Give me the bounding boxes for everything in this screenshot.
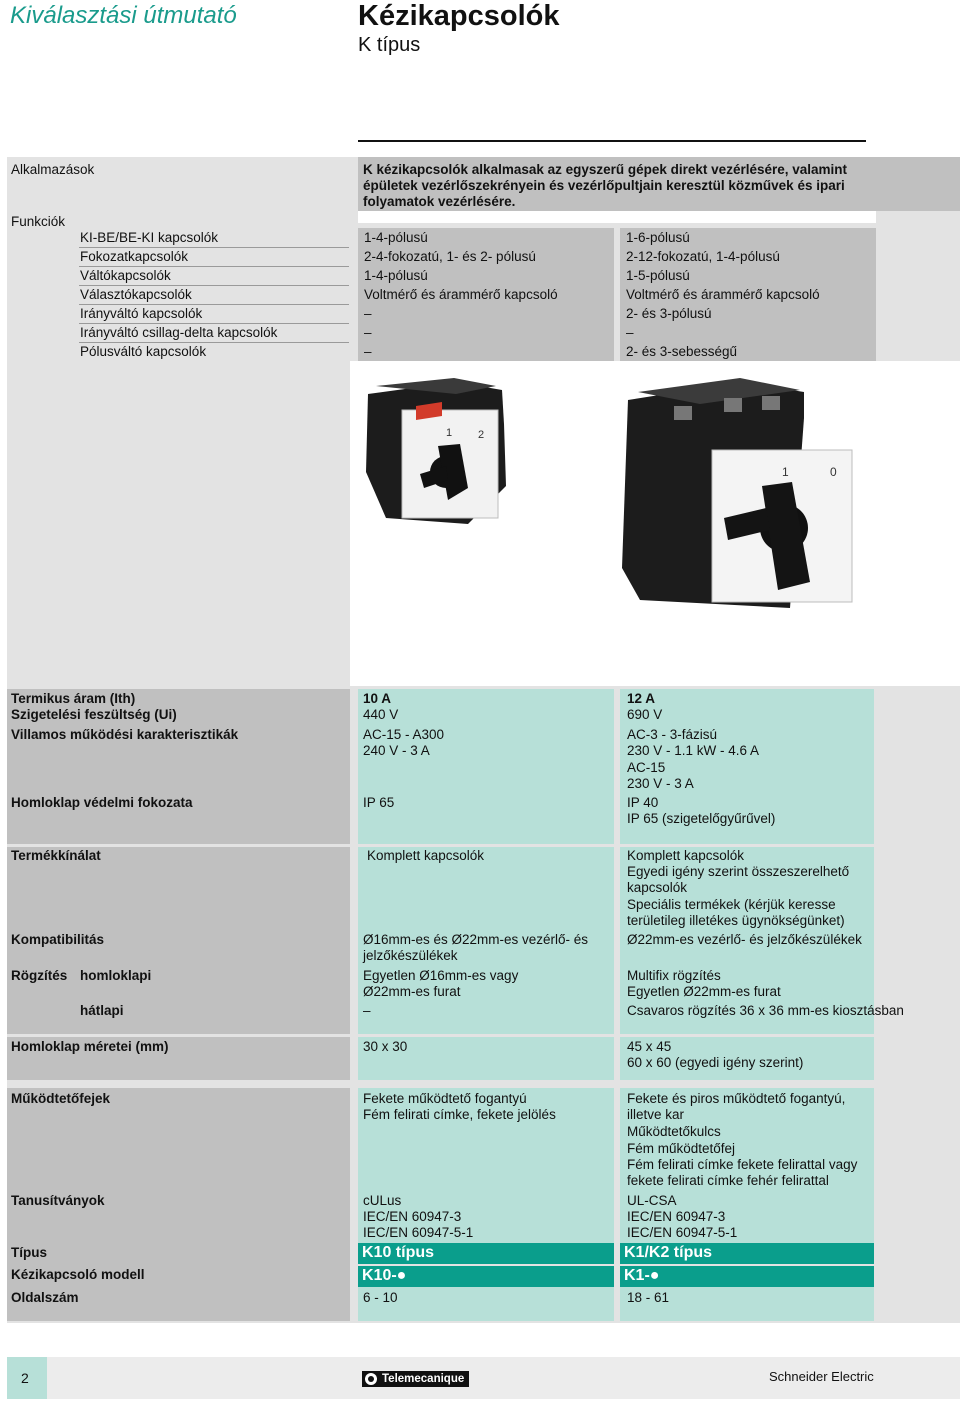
- operators-k1-line: Fém felirati címke fekete felirattal vagy: [627, 1157, 858, 1172]
- range-k10: Komplett kapcsolók: [367, 848, 485, 863]
- function-row-5-name: Irányváltó kapcsolók: [80, 306, 203, 321]
- thermal-k1: 12 A: [627, 691, 656, 706]
- function-row-4-name: Választókapcsolók: [80, 287, 192, 302]
- k1-type-cell: K1/K2 típus: [620, 1243, 874, 1264]
- function-row-6-name: Irányváltó csillag-delta kapcsolók: [80, 325, 278, 340]
- function-divider: [79, 285, 349, 286]
- certs-k10-line: IEC/EN 60947-3: [363, 1209, 462, 1224]
- apps-text-line-2: épületek vezérlőszekrényein és vezérlőpultjain keresztül közművek és ipari: [363, 178, 845, 193]
- function-row-6-k1-cell: [620, 323, 876, 342]
- function-divider: [79, 304, 349, 305]
- certs-label: Tanusítványok: [11, 1193, 105, 1208]
- function-divider: [79, 323, 349, 324]
- function-row-2-name: Fokozatkapcsolók: [80, 249, 189, 264]
- function-row-6-k1: –: [626, 325, 634, 340]
- function-row-3-k1: 1-5-pólusú: [626, 268, 690, 283]
- range-k1-line: területileg illetékes ügynökségünket): [627, 913, 845, 928]
- page-k10: 6 - 10: [363, 1290, 398, 1305]
- range-k1-line: Komplett kapcsolók: [627, 848, 745, 863]
- svg-text:0: 0: [830, 465, 837, 479]
- function-row-4-k10: Voltmérő és árammérő kapcsoló: [364, 287, 558, 302]
- compat-k1: Ø22mm-es vezérlő- és jelzőkészülékek: [627, 932, 862, 947]
- apps-text-line-3: folyamatok vezérlésére.: [363, 194, 516, 209]
- mounting-label: Rögzítés: [11, 968, 68, 983]
- header-divider: [358, 140, 866, 142]
- apps-label: Alkalmazások: [11, 162, 95, 177]
- spec-k10-cell: [358, 792, 614, 844]
- guide-title: Kiválasztási útmutató: [10, 2, 237, 29]
- range-label: Termékkínálat: [11, 848, 101, 863]
- electrical-label: Villamos működési karakterisztikák: [11, 727, 239, 742]
- k10-model-cell: K10-●: [358, 1266, 614, 1287]
- protection-k1-line: IP 40: [627, 795, 659, 810]
- function-row-1-name: KI-BE/BE-KI kapcsolók: [80, 230, 219, 245]
- mounting-front-k10-line: Egyetlen Ø16mm-es vagy: [363, 968, 519, 983]
- operators-k10-line: Fekete működtető fogantyú: [363, 1091, 527, 1106]
- insulation-k1: 690 V: [627, 707, 663, 722]
- thermal-label: Termikus áram (Ith): [11, 691, 136, 706]
- operators-k10-line: Fém felirati címke, fekete jelölés: [363, 1107, 556, 1122]
- spec-k10-cell: [358, 1001, 614, 1034]
- insulation-label: Szigetelési feszültség (Ui): [11, 707, 177, 722]
- functions-label: Funkciók: [11, 214, 66, 229]
- page-title: Kézikapcsolók: [358, 0, 560, 32]
- function-row-3-name: Váltókapcsolók: [80, 268, 171, 283]
- operators-k1-line: Működtetőkulcs: [627, 1124, 721, 1139]
- electrical-k10-line: 240 V - 3 A: [363, 743, 430, 758]
- compat-label: Kompatibilitás: [11, 932, 105, 947]
- mounting-front-k10-line: Ø22mm-es furat: [363, 984, 461, 999]
- mounting-rear-label: hátlapi: [80, 1003, 124, 1018]
- dims-label: Homloklap méretei (mm): [11, 1039, 169, 1054]
- mounting-front-k1-line: Multifix rögzítés: [627, 968, 721, 983]
- svg-text:2: 2: [478, 429, 485, 441]
- certs-k1-line: IEC/EN 60947-5-1: [627, 1225, 738, 1240]
- dims-k1-line: 60 x 60 (egyedi igény szerint): [627, 1055, 804, 1070]
- function-divider: [79, 247, 349, 248]
- certs-k1-line: UL-CSA: [627, 1193, 677, 1208]
- page-k1: 18 - 61: [627, 1290, 670, 1305]
- company-name: Schneider Electric: [769, 1369, 874, 1384]
- function-row-5-k10: –: [364, 306, 372, 321]
- electrical-k1-line: AC-3 - 3-fázisú: [627, 727, 718, 742]
- function-row-3-k10: 1-4-pólusú: [364, 268, 428, 283]
- electrical-k1-line: AC-15: [627, 760, 666, 775]
- function-divider: [79, 342, 349, 343]
- model-label: Kézikapcsoló modell: [11, 1267, 145, 1282]
- function-row-7-k1: 2- és 3-sebességű: [626, 344, 738, 359]
- electrical-k1-line: 230 V - 1.1 kW - 4.6 A: [627, 743, 760, 758]
- dims-k10: 30 x 30: [363, 1039, 408, 1054]
- page-label: Oldalszám: [11, 1290, 79, 1305]
- operators-k1-line: illetve kar: [627, 1107, 685, 1122]
- k1-model-cell: K1-●: [620, 1266, 874, 1287]
- dims-k1-line: 45 x 45: [627, 1039, 672, 1054]
- svg-text:1: 1: [782, 465, 789, 479]
- compat-k10-line: jelzőkészülékek: [363, 948, 458, 963]
- operators-k1-line: Fém működtetőfej: [627, 1141, 736, 1156]
- k10-switch-image: [356, 376, 516, 526]
- function-row-5-k1: 2- és 3-pólusú: [626, 306, 712, 321]
- functions-top-gap: [358, 211, 876, 223]
- k10-type-cell: K10 típus: [358, 1243, 614, 1264]
- operators-k1-line: fekete felirati címke fehér felirattal: [627, 1173, 829, 1188]
- mounting-rear-k10: –: [363, 1003, 371, 1018]
- operators-label: Működtetőfejek: [11, 1091, 111, 1106]
- mounting-front-k1-line: Egyetlen Ø22mm-es furat: [627, 984, 781, 999]
- mounting-front-label: homloklapi: [80, 968, 152, 983]
- certs-k1-line: IEC/EN 60947-3: [627, 1209, 726, 1224]
- compat-k10-line: Ø16mm-es és Ø22mm-es vezérlő- és: [363, 932, 589, 947]
- function-row-5-k10-cell: [358, 304, 614, 323]
- telemecanique-logo: [362, 1371, 469, 1387]
- type-label: Típus: [11, 1245, 47, 1260]
- page-subtitle: K típus: [358, 34, 421, 56]
- function-row-6-k10-cell: [358, 323, 614, 342]
- function-row-2-k10: 2-4-fokozatú, 1- és 2- pólusú: [364, 249, 536, 264]
- function-row-7-k10: –: [364, 344, 372, 359]
- insulation-k10: 440 V: [363, 707, 399, 722]
- certs-k10-line: IEC/EN 60947-5-1: [363, 1225, 474, 1240]
- brand-logo-text: Telemecanique: [382, 1373, 465, 1385]
- mounting-rear-k1: Csavaros rögzítés 36 x 36 mm-es kiosztásban: [627, 1003, 904, 1018]
- k1-switch-image: [614, 378, 860, 608]
- function-row-7-k10-cell: [358, 342, 614, 361]
- function-divider: [79, 266, 349, 267]
- function-row-7-name: Pólusváltó kapcsolók: [80, 344, 207, 359]
- certs-k10-line: cULus: [363, 1193, 402, 1208]
- electrical-k10-line: AC-15 - A300: [363, 727, 445, 742]
- function-row-6-k10: –: [364, 325, 372, 340]
- operators-k1-line: Fekete és piros működtető fogantyú,: [627, 1091, 846, 1106]
- range-k1-line: Speciális termékek (kérjük keresse: [627, 897, 836, 912]
- page-number: 2: [21, 1370, 29, 1386]
- brand-logo-icon: [365, 1373, 377, 1385]
- thermal-k10: 10 A: [363, 691, 392, 706]
- electrical-k1-line: 230 V - 3 A: [627, 776, 694, 791]
- protection-k10: IP 65: [363, 795, 395, 810]
- function-row-4-k1: Voltmérő és árammérő kapcsoló: [626, 287, 820, 302]
- svg-text:1: 1: [446, 427, 453, 439]
- range-k1-line: Egyedi igény szerint összeszerelhető: [627, 864, 850, 879]
- protection-label: Homloklap védelmi fokozata: [11, 795, 193, 810]
- range-k1-line: kapcsolók: [627, 880, 688, 895]
- apps-text-line-1: K kézikapcsolók alkalmasak az egyszerű gépek direkt vezérlésére, valamint: [363, 162, 848, 177]
- protection-k1-line: IP 65 (szigetelőgyűrűvel): [627, 811, 776, 826]
- function-row-2-k1: 2-12-fokozatú, 1-4-pólusú: [626, 249, 780, 264]
- function-row-1-k1: 1-6-pólusú: [626, 230, 690, 245]
- function-row-1-k10: 1-4-pólusú: [364, 230, 428, 245]
